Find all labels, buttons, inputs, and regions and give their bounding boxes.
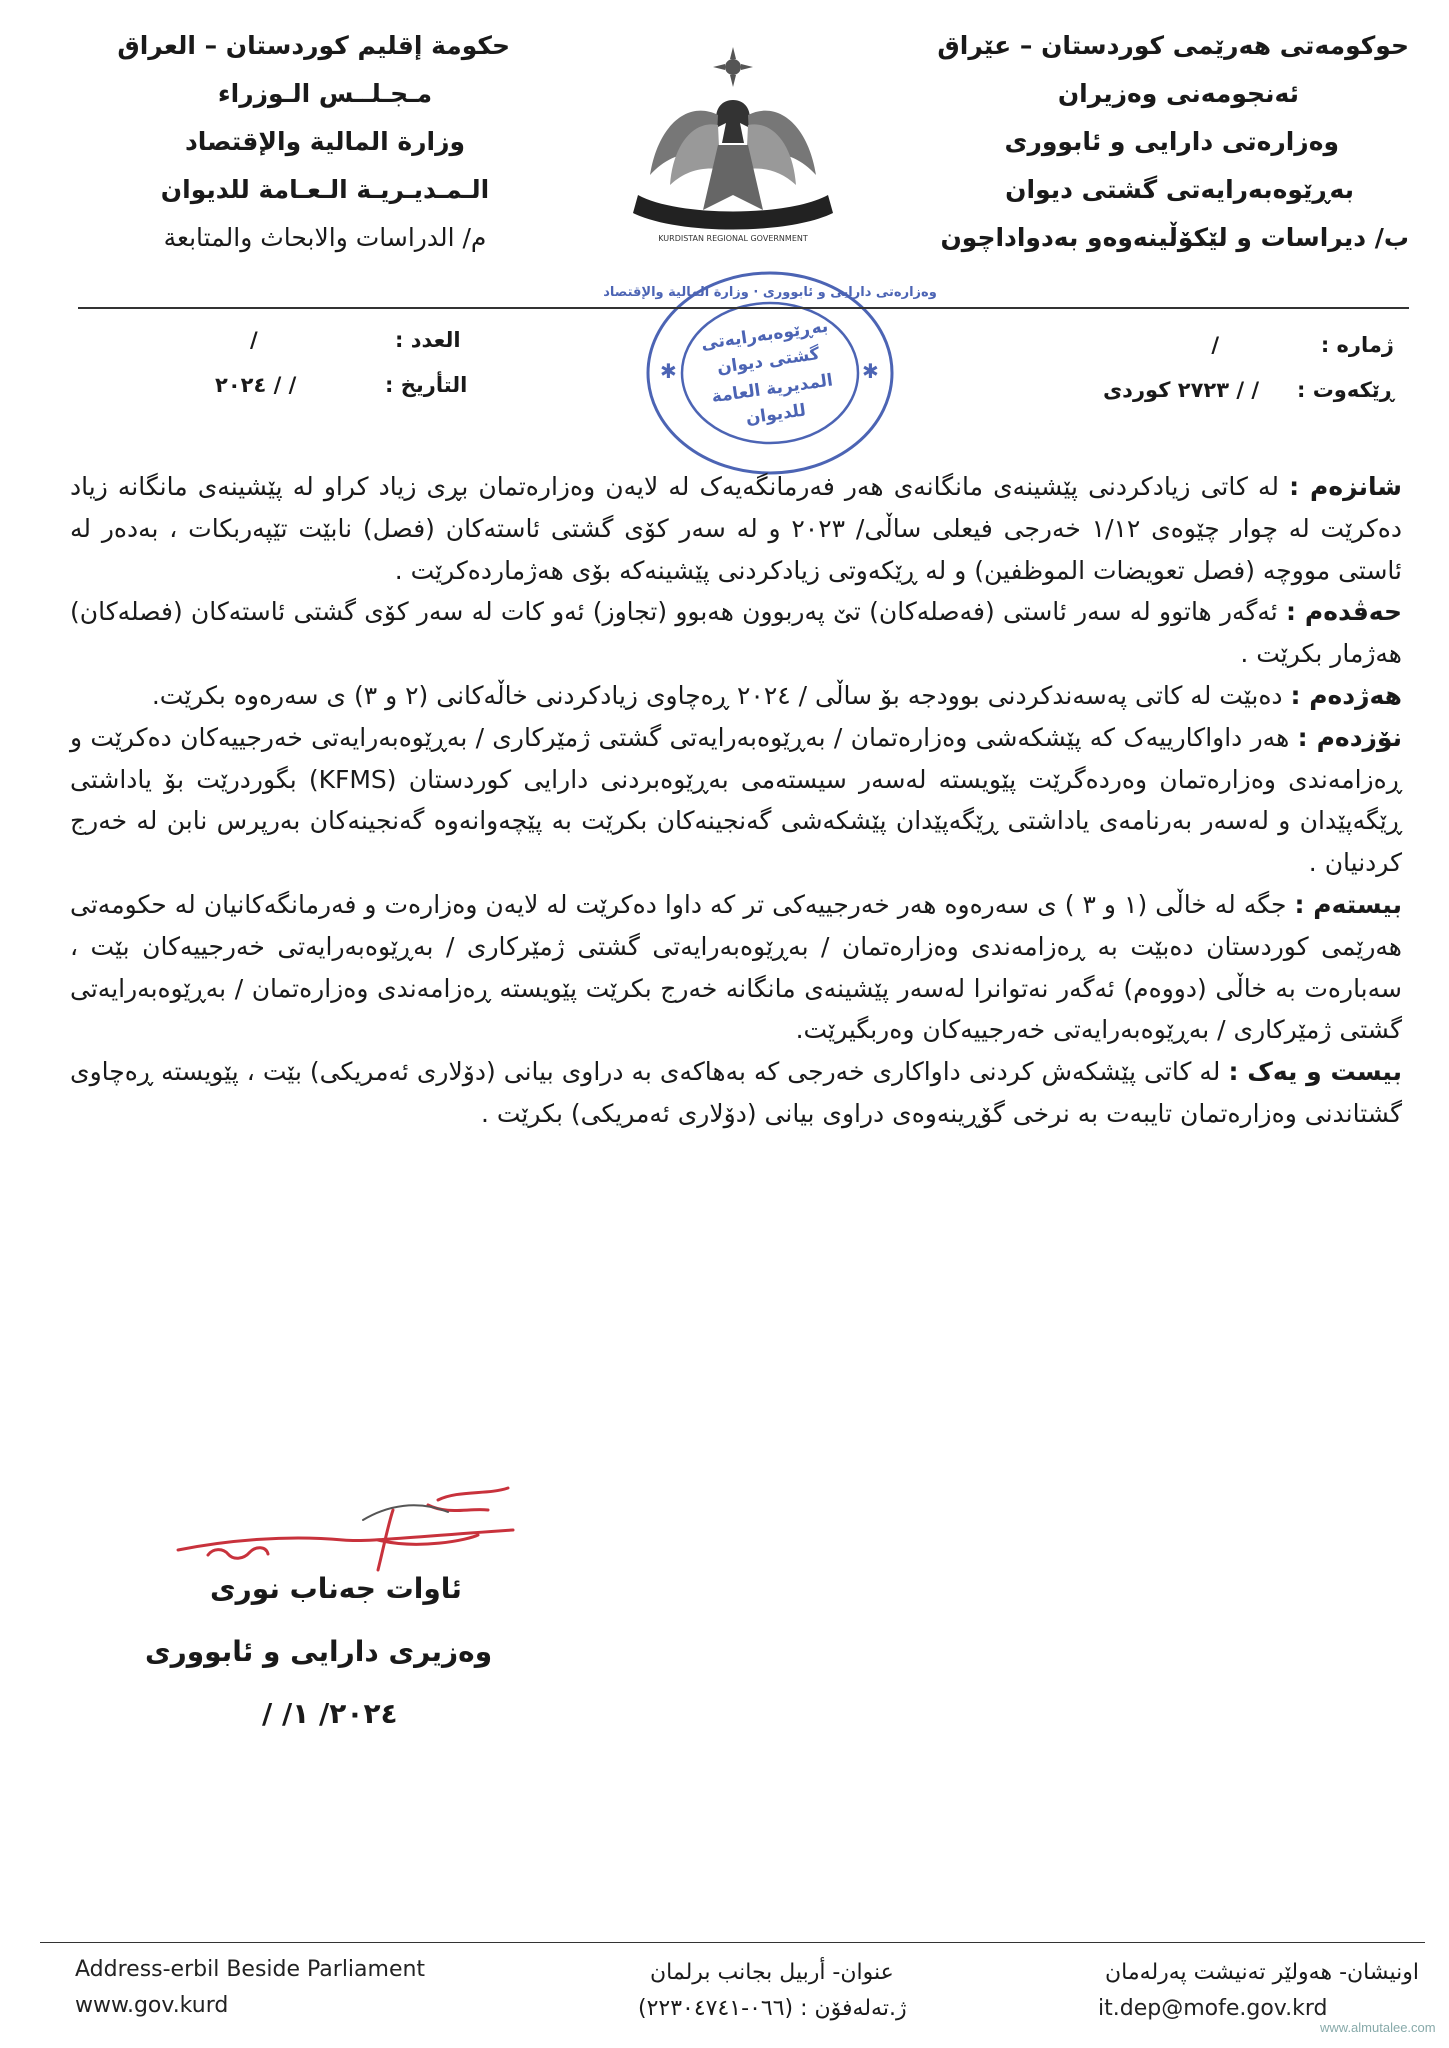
paragraph-19	[70, 717, 1402, 884]
signatory-title: وەزیری دارایی و ئابووری	[145, 1635, 493, 1668]
footer-address-ku: اونیشان- هەولێر تەنیشت پەرلەمان	[1105, 1960, 1419, 1985]
stamp-line-3: المديرية العامة	[710, 370, 835, 408]
stamp-line-1: بەڕێوەبەرایەتی	[699, 316, 830, 355]
paragraph-text: لە کاتی پێشکەش کردنی داواکاری خەرجی کە بەهاکەی بە دراوی بیانی (دۆلاری ئەمریکی) بێت ، پێویستە ڕەچاوی گشتاندنی وەزارەتمان تایبەت بە نرخی گۆڕینەوەی دراوی بیانی (دۆلاری ئەمریکی) بکرێت .	[70, 1057, 1402, 1128]
header-ar-line-4: الـمـديـريـة الـعـامة للديوان	[160, 175, 490, 204]
paragraph-text: ئەگەر هاتوو لە سەر ئاستی (فەصلەکان) تێ پەربوون هەبوو (تجاوز) ئەو کات لە سەر کۆی گشتی ئاستەکان (فصلەکان) هەژمار بکرێت .	[70, 597, 1402, 669]
paragraph-label: شانزەم :	[1289, 472, 1402, 501]
paragraph-16	[70, 466, 1402, 591]
header-divider	[78, 307, 1409, 309]
header-arabic	[110, 32, 540, 272]
paragraph-text: لە کاتی زیادکردنی پێشینەی مانگانەی هەر فەرمانگەیەک لە لایەن وەزارەتمان بڕی زیاد کراو لە پێشینەی مانگانە زیاد دەکرێت لە چوار چێوەی ١/١٢ خەرجی فیعلی ساڵی/ ٢٠٢٣ و لە سەر کۆی گشتی ئاستەکان (فصل) نابێت تێپەربکات ، بەدەر لە ئاستی مووچە (فصل تعويضات الموظفين) و لە ڕێکەوتی زیادکردنی پێشینەکە بۆی هەژماردەکرێت .	[70, 472, 1402, 585]
header-ar-line-1: حكومة إقليم كوردستان – العراق	[117, 31, 510, 60]
ref-number-label-ku: ژمارە :	[1320, 333, 1394, 357]
footer-address-ar: عنوان- أربيل بجانب برلمان	[650, 1960, 894, 1985]
ref-date-label-ar: التأريخ :	[385, 373, 468, 397]
kurdistan-emblem-icon	[618, 45, 848, 255]
svg-text:KURDISTAN REGIONAL GOVERNMENT: KURDISTAN REGIONAL GOVERNMENT	[658, 234, 808, 243]
signature-date: ٢٠٢٤/ ١/ /	[262, 1697, 398, 1730]
footer-phone: ژ.تەلەفۆن : (٠٦٦-٢٢٣٠٤٧٤١)	[638, 1996, 907, 2021]
signatory-name: ئاوات جەناب نوری	[210, 1572, 462, 1605]
paragraph-18	[70, 675, 1402, 717]
ref-number-slash-ku: /	[1211, 333, 1219, 357]
letter-body	[70, 466, 1402, 1135]
header-ar-line-2: مـجـلــس الـوزراء	[217, 79, 433, 108]
paragraph-text: هەر داواکارییەک کە پێشکەشی وەزارەتمان / بەڕێوەبەرایەتی گشتی ژمێرکاری / بەڕێوەبەرایەتی خەرجییەکان دەکرێت و ڕەزامەندی وەزارەتمان وەردەگرێت پێویستە لەسەر سیستەمی بەڕێوەبردنی دارایی کوردستان (KFMS) بگوردرێت بۆ یاداشتی ڕێگەپێدان و لەسەر بەرنامەی یاداشتی ڕێگەپێدان پێشکەشی گەنجینەکان بکرێت بە پێچەوانەوە گەنجینەکان بەرپرس نابن لە خەرج کردنیان .	[70, 722, 1402, 878]
paragraph-text: جگە لە خاڵی (١ و ٣ ) ی سەرەوە هەر خەرجییەکی تر کە داوا دەکرێت لە لایەن وەزارەت و فەرمانگەکانیان لە حکومەتی هەرێمی کوردستان دەبێت بە ڕەزامەندی وەزارەتمان / بەڕێوەبەرایەتی گشتی ژمێرکاری / بەڕێوەبەرایەتی خەرجییەکان بێت ، سەبارەت بە خاڵی (دووەم) ئەگەر نەتوانرا لەسەر پێشینەی مانگانە خەرج بکرێت پێویستە ڕەزامەندی وەزارەتمان / بەڕێوەبەرایەتی گشتی ژمێرکاری / بەڕێوەبەرایەتی خەرجییەکان وەربگیرێت.	[70, 889, 1402, 1045]
header-ar-line-5: م/ الدراسات والابحاث والمتابعة	[163, 223, 487, 252]
ref-number-slash-ar: /	[250, 328, 258, 352]
paragraph-17	[70, 591, 1402, 675]
paragraph-label: هەژدەم :	[1290, 680, 1402, 710]
footer-divider	[40, 1942, 1425, 1943]
header-ku-line-5: ب/ دیراسات و لێکۆڵینەوەو بەدواداچون	[940, 223, 1409, 252]
official-stamp	[603, 268, 937, 478]
header-ku-line-3: وەزارەتی دارایی و ئابووری	[1004, 127, 1339, 156]
stamp-line-4: للديوان	[744, 400, 808, 429]
stamp-line-2: گشتی دیوان	[715, 344, 821, 379]
stamp-outer-text: وەزارەتی دارایی و ئابووری · وزارة المالية والإقتصاد	[603, 285, 937, 300]
paragraph-text: دەبێت لە کاتی پەسەندکردنی بوودجە بۆ ساڵی / ٢٠٢٤ ڕەچاوی زیادکردنی خاڵەکانی (٢ و ٣) ی سەرەوە بکرێت.	[151, 680, 1291, 710]
paragraph-label: بیستەم :	[1294, 889, 1402, 919]
footer-website[interactable]: www.gov.kurd	[75, 1993, 229, 2018]
paragraph-21	[70, 1051, 1402, 1135]
header-ku-line-2: ئەنجومەنی وەزیران	[1057, 79, 1299, 108]
paragraph-label: حەڤدەم :	[1285, 597, 1402, 627]
ref-date-label-ku: ڕێکەوت :	[1296, 378, 1394, 402]
header-ku-line-1: حوکومەتی هەرێمی کوردستان – عێراق	[937, 31, 1409, 60]
paragraph-label: نۆزدەم :	[1297, 722, 1402, 752]
header-kurdish	[889, 32, 1409, 272]
footer-address-en: Address-erbil Beside Parliament	[75, 1957, 426, 1982]
header-ku-line-4: بەڕێوەبەرایەتی گشتی دیوان	[1005, 175, 1354, 204]
watermark: www.almutalee.com	[1320, 2020, 1436, 2035]
paragraph-20	[70, 884, 1402, 1051]
header-ar-line-3: وزارة المالية والإقتصاد	[184, 127, 466, 156]
svg-text:✱: ✱	[862, 359, 879, 383]
footer-email[interactable]: it.dep@mofe.gov.krd	[1098, 1996, 1328, 2021]
ref-date-value-ku: / / ٢٧٢٣ کوردی	[1102, 378, 1259, 402]
svg-text:✱: ✱	[660, 359, 677, 383]
paragraph-label: بیست و یەک :	[1228, 1057, 1402, 1087]
ref-date-value-ar: / / ٢٠٢٤	[215, 373, 297, 397]
ref-number-label-ar: العدد :	[395, 328, 461, 352]
